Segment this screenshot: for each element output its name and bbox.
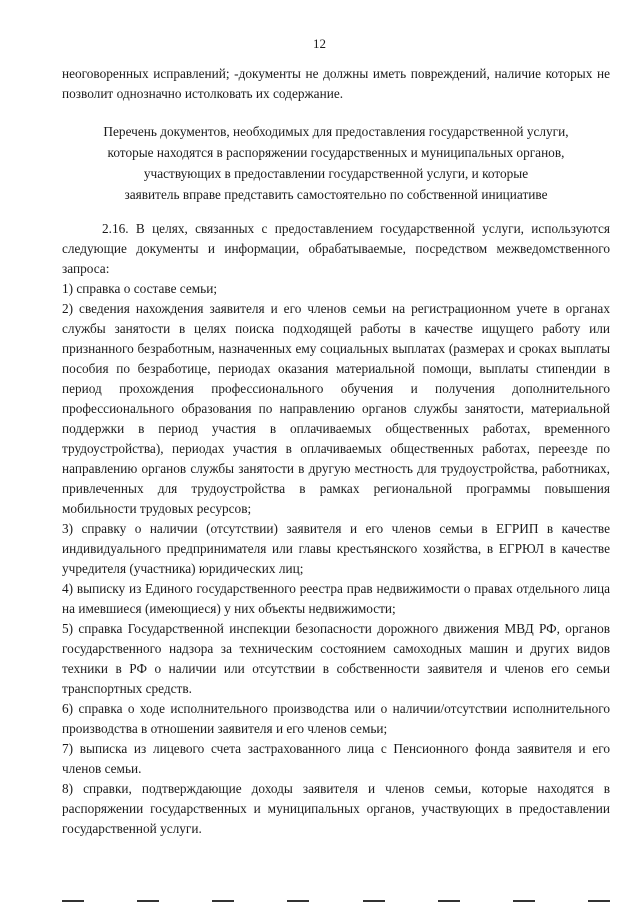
scan-mark [513,900,535,902]
heading-line-1: Перечень документов, необходимых для предоставления государственной услуги, [103,124,569,139]
scan-mark [588,900,610,902]
scan-mark [137,900,159,902]
heading-line-4: заявитель вправе представить самостоятельно по собственной инициативе [124,187,548,202]
list-item-6: 6) справка о ходе исполнительного производства или о наличии/отсутствии исполнительного производства в отношении заявителя и его членов семьи; [62,701,610,736]
scan-mark [363,900,385,902]
list-item-8: 8) справки, подтверждающие доходы заявителя и членов семьи, которые находятся в распоряжении государственных и муниципальных органов, участвующих в предоставлении государственной услуги. [62,781,610,836]
list-item-1: 1) справка о составе семьи; [62,281,218,296]
list-item-5: 5) справка Государственной инспекции безопасности дорожного движения МВД РФ, органов государственного надзора за техническим состоянием самоходных машин и других видов техники в РФ о наличии или отсутствии в собственности заявителя и членов его семьи транспортных средств. [62,621,610,696]
scan-mark [438,900,460,902]
scan-mark [212,900,234,902]
bottom-scan-marks [62,900,610,903]
list-item-2: 2) сведения нахождения заявителя и его членов семьи на регистрационном учете в органах службы занятости в целях поиска подходящей работы в качестве ищущего работу или признанного безработным, назначенных ему социальных выплатах (размерах и сроках выплаты пособия по безработице, периодах оказания материальной помощи, выплаты стипендии в период прохождения профессионального обучения и получения дополнительного профессионального образования по направлению органов службы занятости, материальной поддержки в период участия в оплачиваемых общественных работах, временного трудоустройства), периодах участия в оплачиваемых общественных работах, переезде по направлению органов службы занятости в другую местность для трудоустройства, работниках, привлеченных для трудоустройства в рамках региональной программы повышения мобильности трудовых ресурсов; [62,301,610,516]
document-body [62,64,610,839]
section-heading [62,121,610,205]
page-number: 12 [313,36,326,51]
list-item-4: 4) выписку из Единого государственного реестра прав недвижимости о правах отдельного лица на имевшиеся (имеющиеся) у них объекты недвижимости; [62,581,610,616]
scan-mark [287,900,309,902]
section-2-16-paragraph: 2.16. В целях, связанных с предоставлением государственной услуги, используются следующие документы и информации, обрабатываемые, посредством межведомственного запроса: [62,221,610,276]
list-item-3: 3) справку о наличии (отсутствии) заявителя и его членов семьи в ЕГРИП в качестве индивидуального предпринимателя или главы крестьянского хозяйства, в ЕГРЮЛ в качестве учредителя (участника) юридических лиц; [62,521,610,576]
intro-paragraph: неоговоренных исправлений; -документы не должны иметь повреждений, наличие которых не позволит однозначно истолковать их содержание. [62,66,610,101]
heading-line-3: участвующих в предоставлении государственной услуги, и которые [143,166,529,181]
list-item-7: 7) выписка из лицевого счета застрахованного лица с Пенсионного фонда заявителя и его членов семьи. [62,741,610,776]
heading-line-2: которые находятся в распоряжении государственных и муниципальных органов, [107,145,565,160]
scan-mark [62,900,84,902]
